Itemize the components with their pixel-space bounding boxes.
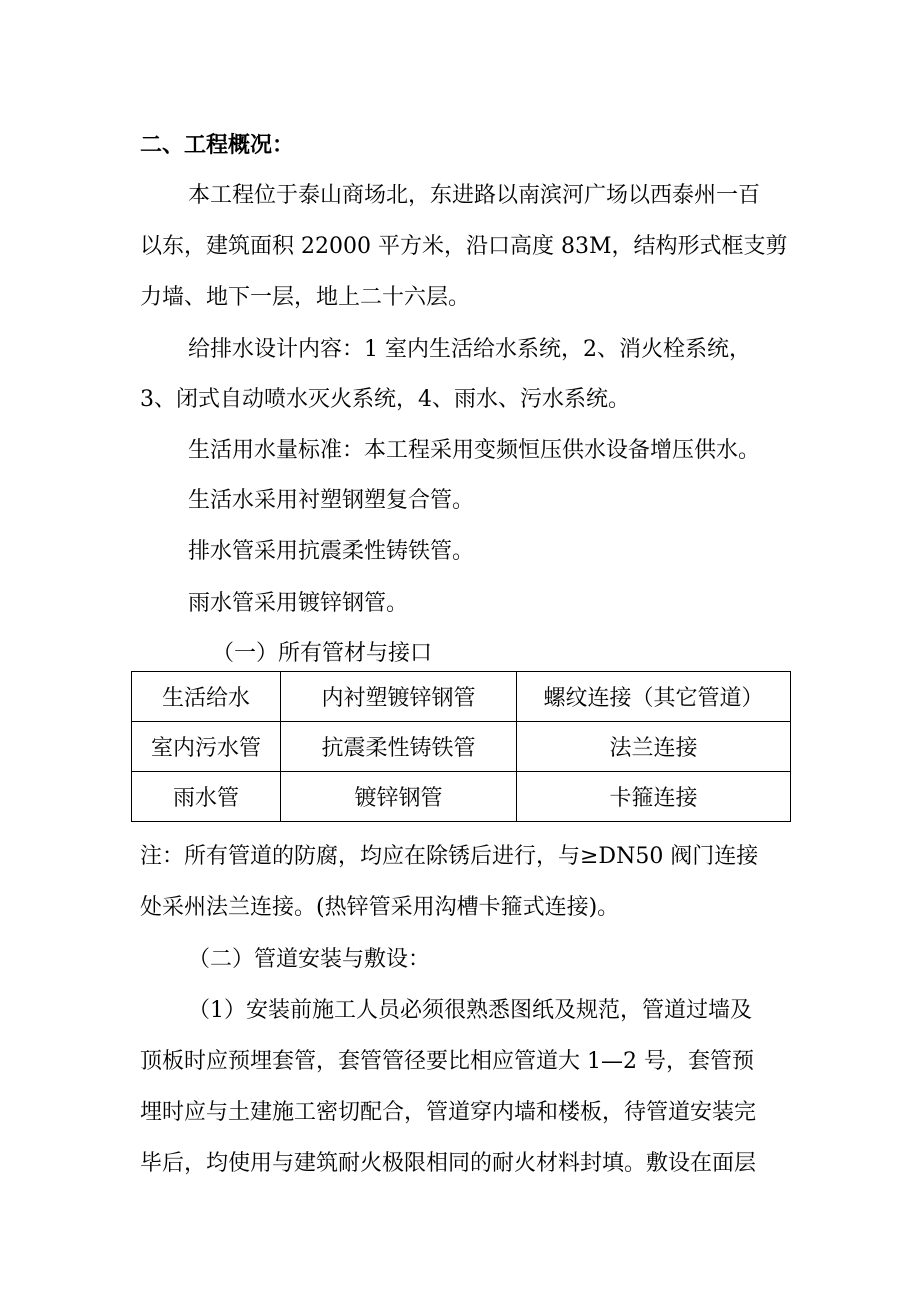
standard-line-1: 生活用水量标准：本工程采用变频恒压供水设备增压供水。: [188, 438, 761, 463]
design-line-2: 3、闭式自动喷水灭火系统，4、雨水、污水系统。: [140, 387, 630, 412]
overview-line-2: 以东，建筑面积 22000 平方米，沿口高度 83M，结构形式框支剪: [140, 234, 788, 259]
section1-title: （一）所有管材与接口: [212, 641, 433, 666]
table-cell: 室内污水管: [132, 722, 281, 772]
table-row: [132, 672, 791, 722]
section2-line-1: （1）安装前施工人员必须很熟悉图纸及规范，管道过墙及: [188, 998, 752, 1023]
table-cell: 雨水管: [132, 772, 281, 822]
standard-line-2: 生活水采用衬塑钢塑复合管。: [188, 488, 475, 513]
section2-title: （二）管道安装与敷设：: [188, 947, 431, 972]
table-cell: 法兰连接: [517, 722, 791, 772]
table-cell: 镀锌钢管: [281, 772, 517, 822]
table-cell: 螺纹连接（其它管道）: [517, 672, 791, 722]
materials-table: [131, 671, 791, 822]
table-cell: 生活给水: [132, 672, 281, 722]
section2-line-3: 埋时应与土建施工密切配合，管道穿内墙和楼板，待管道安装完: [140, 1100, 757, 1125]
section2-line-4: 毕后，均使用与建筑耐火极限相同的耐火材料封填。敷设在面层: [140, 1151, 757, 1176]
table-cell: 卡箍连接: [517, 772, 791, 822]
table-cell: 内衬塑镀锌钢管: [281, 672, 517, 722]
section2-line-2: 顶板时应预埋套管，套管管径要比相应管道大 1—2 号，套管预: [140, 1049, 754, 1074]
table-row: [132, 722, 791, 772]
table-row: [132, 772, 791, 822]
note-line-2: 处采州法兰连接。(热锌管采用沟槽卡箍式连接)。: [140, 895, 620, 920]
design-line-1: 给排水设计内容：1 室内生活给水系统，2、消火栓系统，: [188, 337, 751, 362]
table-cell: 抗震柔性铸铁管: [281, 722, 517, 772]
overview-line-1: 本工程位于泰山商场北，东进路以南滨河广场以西泰州一百: [188, 183, 761, 208]
standard-line-4: 雨水管采用镀锌钢管。: [188, 591, 409, 616]
overview-line-3: 力墙、地下一层，地上二十六层。: [140, 285, 471, 310]
note-line-1: 注：所有管道的防腐，均应在除锈后进行，与≥DN50 阀门连接: [140, 844, 759, 869]
section-heading: 二、工程概况：: [140, 132, 295, 158]
standard-line-3: 排水管采用抗震柔性铸铁管。: [188, 539, 475, 564]
